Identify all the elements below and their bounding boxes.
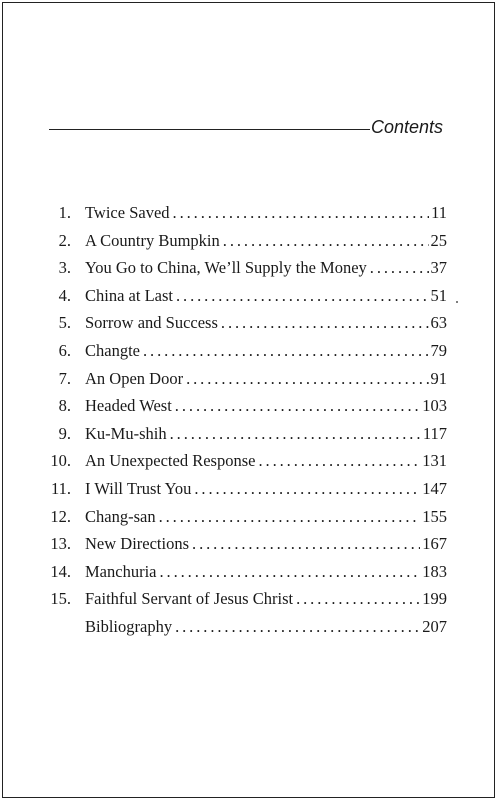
dot-leader [258, 451, 420, 471]
toc-entry-title: New Directions [85, 534, 190, 554]
toc-entry [3, 313, 494, 337]
toc-entry [3, 424, 494, 448]
toc-entry-number: 3. [58, 258, 71, 278]
toc-entry-number: 5. [58, 313, 71, 333]
toc-entry-page: 199 [422, 589, 447, 609]
toc-entry-page: 25 [430, 230, 447, 250]
toc-entry-title: I Will Trust You [85, 479, 192, 498]
toc-entry-page: 11 [431, 203, 447, 222]
toc-entry-page: 183 [422, 561, 447, 581]
toc-entry [3, 507, 494, 531]
book-page [2, 2, 495, 798]
dot-leader [175, 617, 420, 637]
toc-entry-number: 2. [58, 230, 71, 250]
toc-entry [3, 258, 494, 282]
toc-entry [3, 562, 494, 586]
toc-entry-number: 9. [58, 423, 71, 443]
toc-entry [3, 203, 494, 227]
toc-entry-title: Faithful Servant of Jesus Christ [85, 589, 294, 609]
toc-entry-number: 11. [50, 479, 71, 498]
toc-entry-title: A Country Bumpkin [85, 230, 220, 250]
toc-entry [3, 231, 494, 255]
toc-entry-title: Changte [85, 341, 140, 360]
toc-entry-title: Bibliography [85, 617, 173, 636]
toc-entry-title: Headed West [85, 396, 172, 416]
dot-leader [143, 341, 429, 361]
toc-entry-page: 207 [422, 617, 447, 636]
toc-entry-title: Twice Saved [85, 203, 170, 222]
toc-entry-number: 12. [50, 506, 71, 526]
toc-entry [3, 286, 494, 310]
toc-entry-page: 51 [430, 285, 447, 305]
toc-entry-title: Ku-Mu-shih [85, 423, 167, 443]
toc-entry-number: 6. [58, 341, 71, 360]
dot-leader [173, 203, 430, 223]
toc-entry [3, 451, 494, 475]
toc-entry-title: Sorrow and Success [85, 313, 218, 333]
toc-entry-number: 7. [58, 368, 71, 388]
toc-entry [3, 617, 494, 641]
toc-entry-page: 131 [422, 451, 447, 471]
toc-entry-number: 13. [50, 534, 71, 554]
toc-entry-number: 8. [58, 396, 71, 416]
toc-entry [3, 479, 494, 503]
toc-entry-page: 155 [422, 506, 447, 526]
toc-entry-page: 103 [422, 396, 447, 416]
toc-entry-title: An Open Door [85, 368, 184, 388]
dot-leader [186, 369, 428, 389]
toc-entry-number: 15. [50, 589, 71, 609]
toc-entry-page: 63 [430, 313, 447, 333]
toc-entry-number: 10. [50, 451, 71, 471]
dot-leader [296, 589, 420, 609]
toc-entry-page: 117 [422, 423, 447, 443]
dot-leader [176, 286, 429, 306]
toc-entry-number: 1. [58, 203, 71, 222]
toc-entry [3, 396, 494, 420]
toc-entry-page: 37 [430, 258, 447, 278]
print-speck [456, 301, 458, 303]
toc-entry-title: An Unexpected Response [85, 451, 256, 471]
toc-entry [3, 341, 494, 365]
toc-entry-number: 4. [58, 285, 71, 305]
toc-entry-title: Manchuria [85, 561, 157, 581]
dot-leader [170, 424, 421, 444]
page-title: Contents [371, 117, 444, 137]
toc-entry-title: China at Last [85, 285, 173, 305]
dot-leader [159, 507, 421, 527]
dot-leader [159, 562, 420, 582]
dot-leader [194, 479, 420, 499]
dot-leader [175, 396, 420, 416]
toc-entry-page: 91 [430, 368, 447, 388]
toc-entry-page: 147 [422, 479, 447, 498]
toc-entry-number: 14. [50, 561, 71, 581]
toc-entry [3, 534, 494, 558]
toc-entry-page: 167 [422, 534, 447, 554]
toc-entry-title: Chang-san [85, 506, 156, 526]
dot-leader [223, 231, 429, 251]
dot-leader [370, 258, 429, 278]
toc-entry-title: You Go to China, We’ll Supply the Money [85, 258, 367, 278]
toc-entry [3, 589, 494, 613]
dot-leader [192, 534, 420, 554]
toc-entry-page: 79 [430, 341, 447, 360]
dot-leader [221, 313, 429, 333]
toc-entry [3, 369, 494, 393]
header-rule [49, 129, 370, 130]
